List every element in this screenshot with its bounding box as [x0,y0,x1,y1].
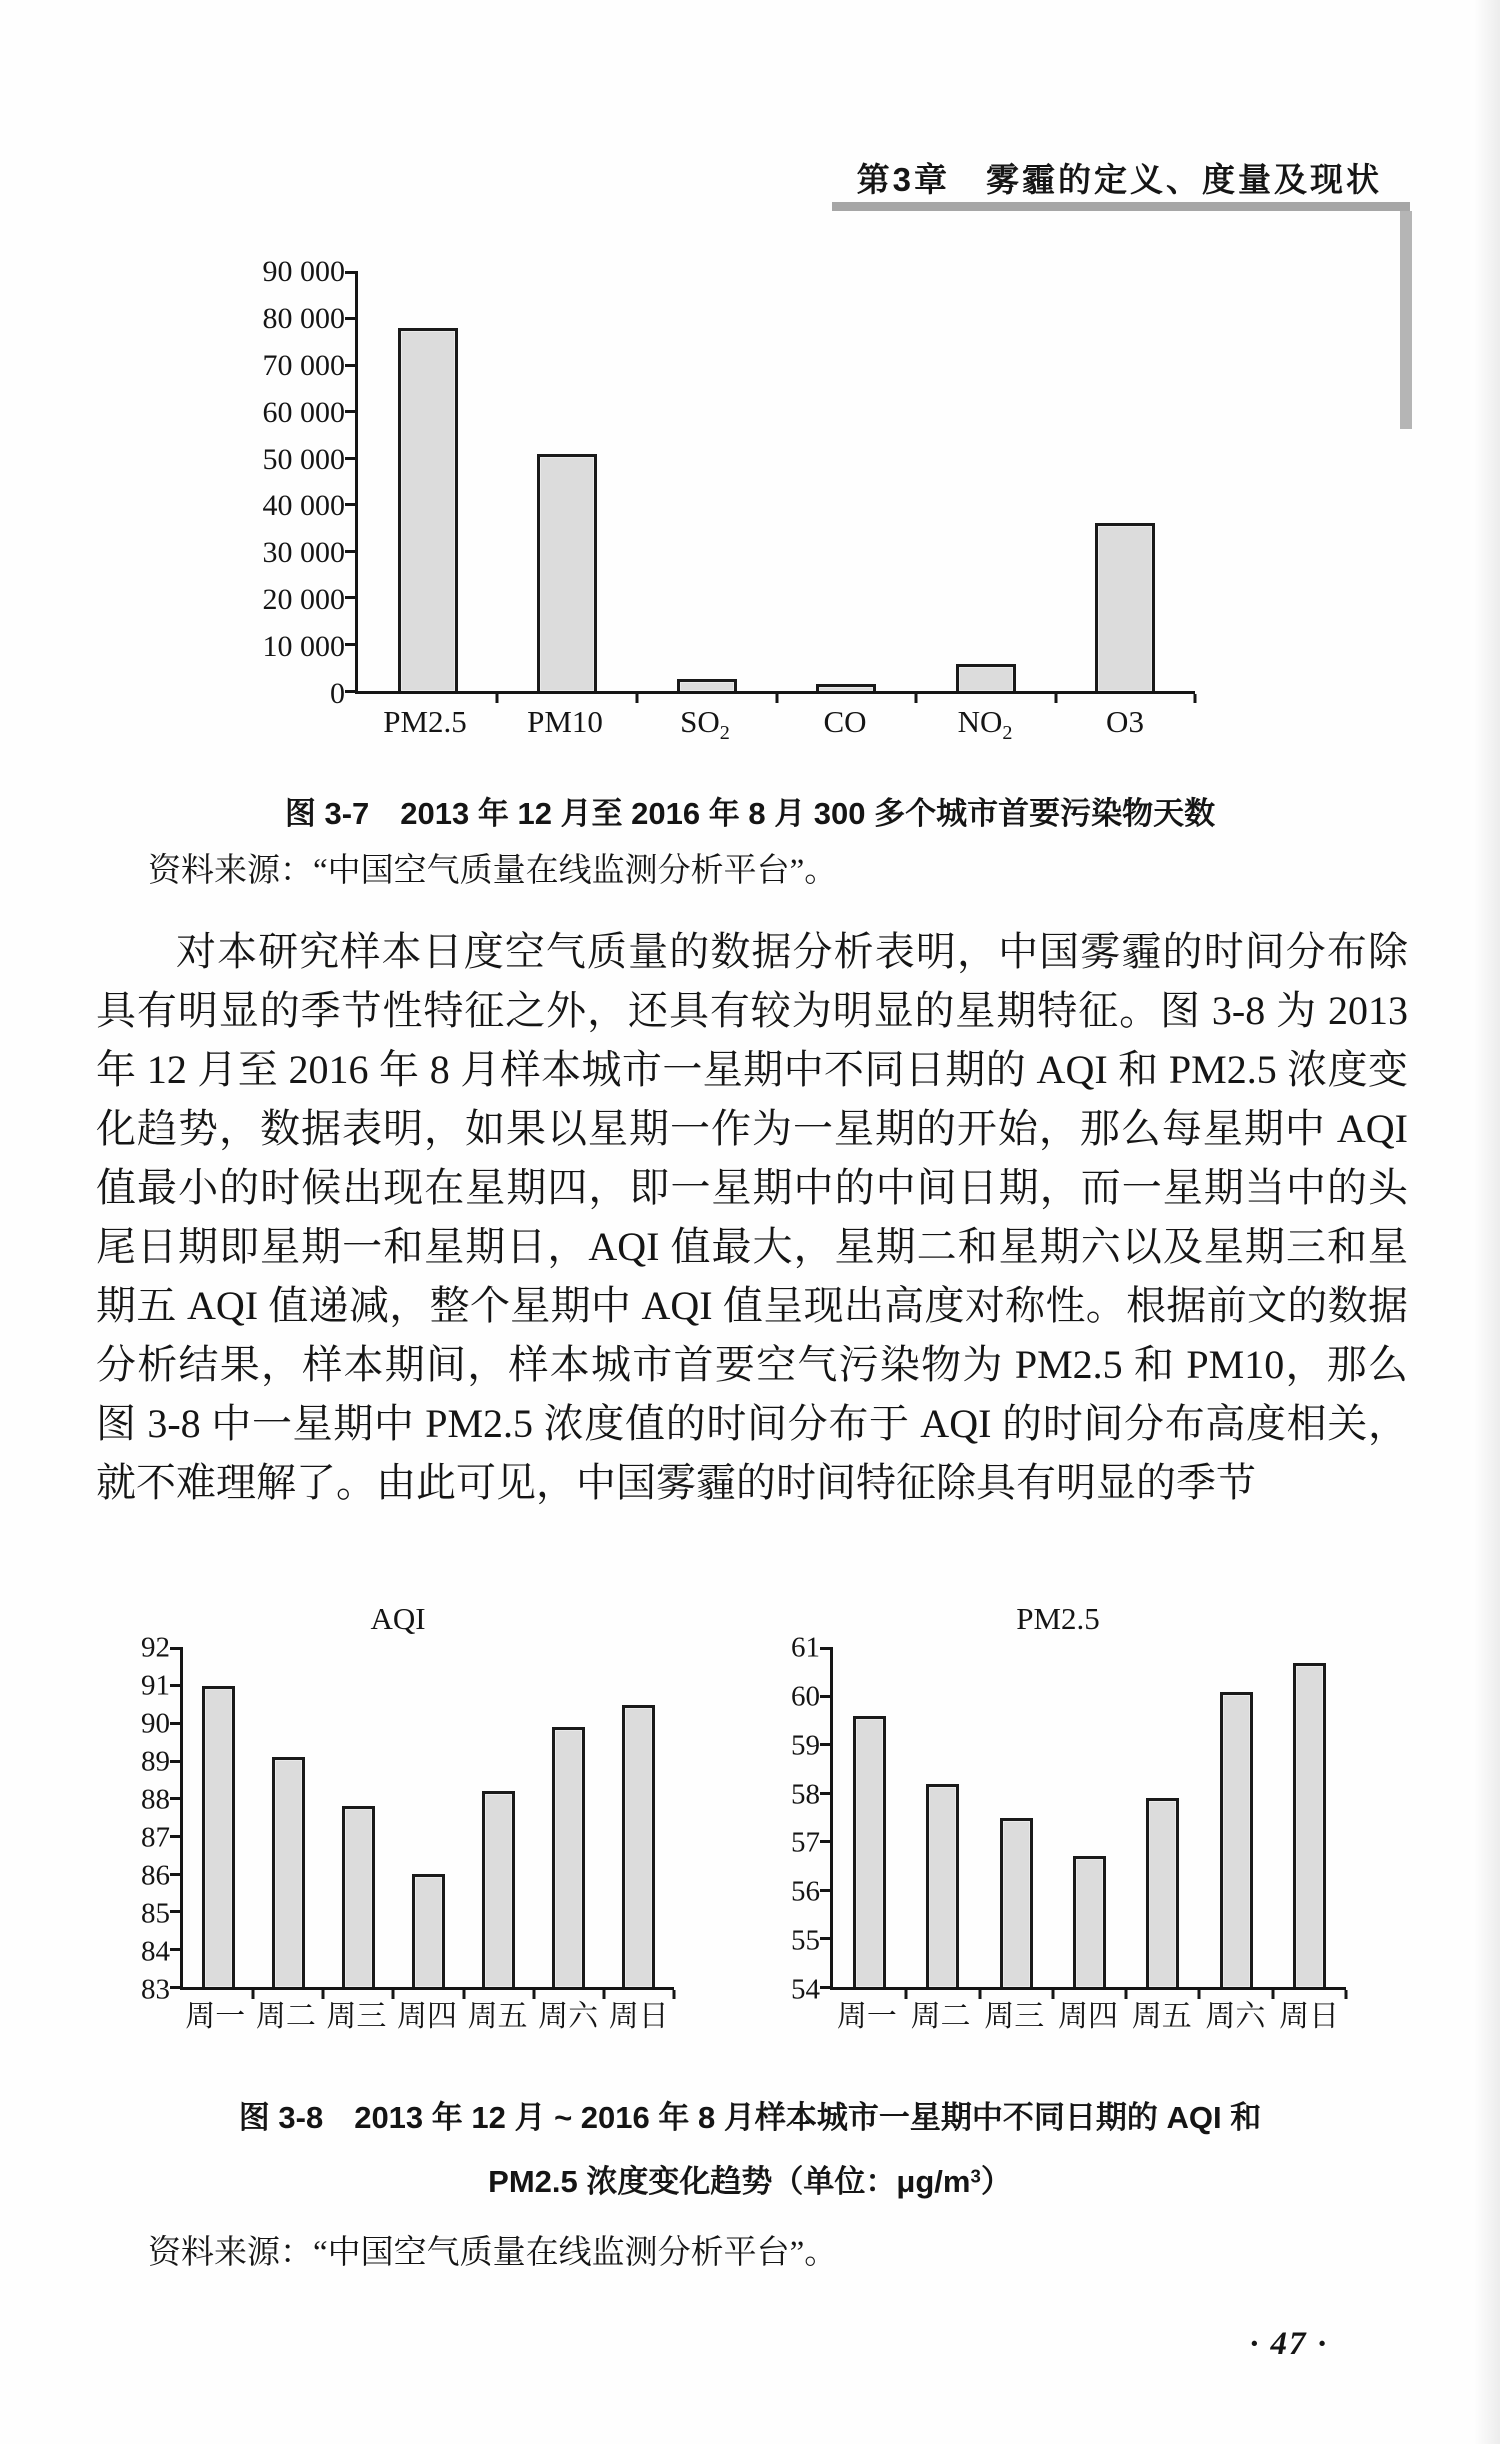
fig37-y-axis [235,255,355,710]
figure-3-8-caption-line2 [0,2156,1500,2201]
figure-3-7-caption: 图 3-7 2013 年 12 月至 2016 年 8 月 300 多个城市首要污染物天数 [284,796,1216,831]
x-tick-label: $SO_2$ [680,704,730,745]
bar-周三 [342,1806,375,1987]
bar-周五 [1146,1798,1179,1987]
y-tick-mark [170,1986,183,1989]
fig37-plot-area [355,272,1195,694]
y-tick-label: 59 [791,1729,820,1762]
page-number: · 47 · [1250,2326,1328,2362]
y-tick-mark [345,457,358,460]
y-tick-mark [170,1760,183,1763]
x-tick-label: 周四 [1058,2000,1118,2033]
x-tick-label: 周四 [397,2000,457,2033]
y-tick-mark [820,1792,833,1795]
y-tick-label: 54 [791,1973,820,2006]
pm25-plot-area [830,1648,1346,1990]
y-tick-mark [345,596,358,599]
y-tick-mark [345,317,358,320]
y-tick-mark [345,503,358,506]
y-tick-mark [820,1840,833,1843]
y-tick-mark [820,1937,833,1940]
x-tick-label: 周三 [326,2000,387,2033]
figure-3-8-aqi-chart [118,1598,678,2046]
x-tick-label: 周一 [836,2000,897,2033]
figure-3-8-pm25-chart [768,1598,1348,2046]
y-tick-mark [345,550,358,553]
bar-周三 [1000,1818,1033,1988]
aqi-plot-area [180,1648,674,1990]
y-tick-label: 40 000 [262,489,345,523]
chapter-header: 第3章 雾霾的定义、度量及现状 [856,161,1382,198]
y-tick-mark [820,1743,833,1746]
body-paragraph: 对本研究样本日度空气质量的数据分析表明，中国雾霾的时间分布除具有明显的季节性特征之外，还具有较为明显的星期特征。图 3-8 为 2013 年 12 月至 2016 年 8 月样本城市一星期中不同日期的 AQI 和 PM2.5 浓度变化趋势，数据表明，如果以星期一作为一星期的开始，那么每星期中 AQI 值最小的时候出现在星期四，即一星期中的中间日期，而一星期当中的头尾日期即星期一和星期日，AQI 值最大，星期二和星期六以及星期三和星期五 AQI 值递减，整个星期中 AQI 值呈现出高度对称性。根据前文的数据分析结果，样本期间，样本城市首要空气污染物为 PM2.5 和 PM10，那么图 3-8 中一星期中 PM2.5 浓度值的时间分布于 AQI 的时间分布高度相关，就不难理解了。由此可见，中国雾霾的时间特征除具有明显的季节 [96,929,1408,1505]
bar-CO [816,684,876,691]
bar-PM10 [537,454,597,691]
x-tick-label: 周五 [467,2000,528,2033]
y-tick-label: 61 [791,1631,820,1664]
y-tick-mark [345,410,358,413]
y-tick-mark [820,1695,833,1698]
x-tick-label: 周三 [984,2000,1045,2033]
bar-周一 [202,1686,235,1987]
y-tick-mark [345,271,358,274]
y-tick-label: 50 000 [262,442,345,476]
y-tick-label: 60 [791,1680,820,1713]
y-tick-label: 55 [791,1924,820,1957]
page-edge-decoration [1400,211,1412,429]
y-tick-mark [170,1684,183,1687]
bar-周二 [272,1757,305,1987]
bar-周六 [1220,1692,1253,1987]
bar-O3 [1095,523,1155,691]
bar-周日 [1293,1663,1326,1987]
y-tick-label: 60 000 [262,395,345,429]
y-tick-mark [345,643,358,646]
figure-3-7-source: 资料来源：“中国空气质量在线监测分析平台”。 [148,853,838,889]
fig37-x-axis-labels [355,694,1195,756]
bar-周五 [482,1791,515,1987]
y-tick-mark [345,690,358,693]
y-tick-mark [170,1797,183,1800]
y-tick-label: 89 [141,1745,170,1778]
y-tick-label: 70 000 [262,348,345,382]
y-tick-label: 90 [141,1707,170,1740]
x-tick-label: 周日 [608,2000,669,2033]
x-tick-label: CO [823,704,867,739]
y-tick-mark [170,1910,183,1913]
figure-3-8-caption-line1: 图 3-8 2013 年 12 月 ~ 2016 年 8 月样本城市一星期中不同日期的 AQI 和 [238,2100,1262,2135]
aqi-chart-title: AQI [370,1601,426,1636]
subscript: 2 [719,722,730,745]
y-tick-mark [820,1647,833,1650]
caption-text-pre: PM2.5 浓度变化趋势（单位：μg/m [488,2164,971,2199]
y-tick-mark [820,1889,833,1892]
y-tick-label: 84 [141,1935,170,1968]
x-tick-label: 周一 [185,2000,246,2033]
y-tick-label: 30 000 [262,536,345,570]
bar-周一 [853,1716,886,1987]
y-tick-label: 80 000 [262,301,345,335]
y-tick-label: 57 [791,1826,820,1859]
y-tick-label: 83 [141,1973,170,2006]
y-tick-label: 10 000 [262,630,345,664]
pm25-x-axis-labels [830,1990,1346,2046]
bar-NO2 [956,664,1016,691]
y-tick-label: 91 [141,1669,170,1702]
x-tick-label: PM2.5 [383,704,467,739]
x-tick-label: PM10 [527,704,603,739]
figure-3-8-source: 资料来源：“中国空气质量在线监测分析平台”。 [148,2235,838,2271]
pm25-chart-title: PM2.5 [1016,1601,1100,1636]
bar-SO2 [677,679,737,691]
y-tick-label: 92 [141,1631,170,1664]
bar-PM2.5 [398,328,458,691]
y-tick-label: 20 000 [262,583,345,617]
superscript-3: 3 [970,2165,981,2187]
y-tick-mark [170,1873,183,1876]
x-tick-label: 周六 [538,2000,599,2033]
x-tick-label: O3 [1106,704,1144,739]
y-tick-label: 87 [141,1821,170,1854]
subscript: 2 [1002,722,1013,745]
bar-周二 [926,1784,959,1987]
x-tick-label: 周二 [910,2000,971,2033]
y-tick-label: 56 [791,1875,820,1908]
aqi-x-axis-labels [180,1990,674,2046]
y-tick-label: 90 000 [262,255,345,288]
bar-周六 [552,1727,585,1987]
header-rule [832,202,1410,211]
caption-text-post: ） [980,2164,1012,2199]
aqi-y-axis [118,1631,180,2006]
y-tick-label: 85 [141,1897,170,1930]
figure-3-7-chart [235,255,1195,756]
x-tick-label: $NO_2$ [957,704,1013,745]
bar-周日 [622,1705,655,1988]
y-tick-mark [345,364,358,367]
y-tick-label: 86 [141,1859,170,1892]
y-tick-label: 0 [330,677,345,710]
y-tick-mark [170,1835,183,1838]
x-tick-label: 周五 [1131,2000,1192,2033]
y-tick-mark [170,1948,183,1951]
y-tick-mark [170,1647,183,1650]
x-tick-label: 周六 [1205,2000,1266,2033]
bar-周四 [412,1874,445,1987]
x-tick-label: 周二 [255,2000,316,2033]
y-tick-mark [170,1722,183,1725]
y-tick-label: 58 [791,1778,820,1811]
bar-周四 [1073,1856,1106,1987]
x-tick-label: 周日 [1279,2000,1340,2033]
y-tick-label: 88 [141,1783,170,1816]
y-tick-mark [820,1986,833,1989]
